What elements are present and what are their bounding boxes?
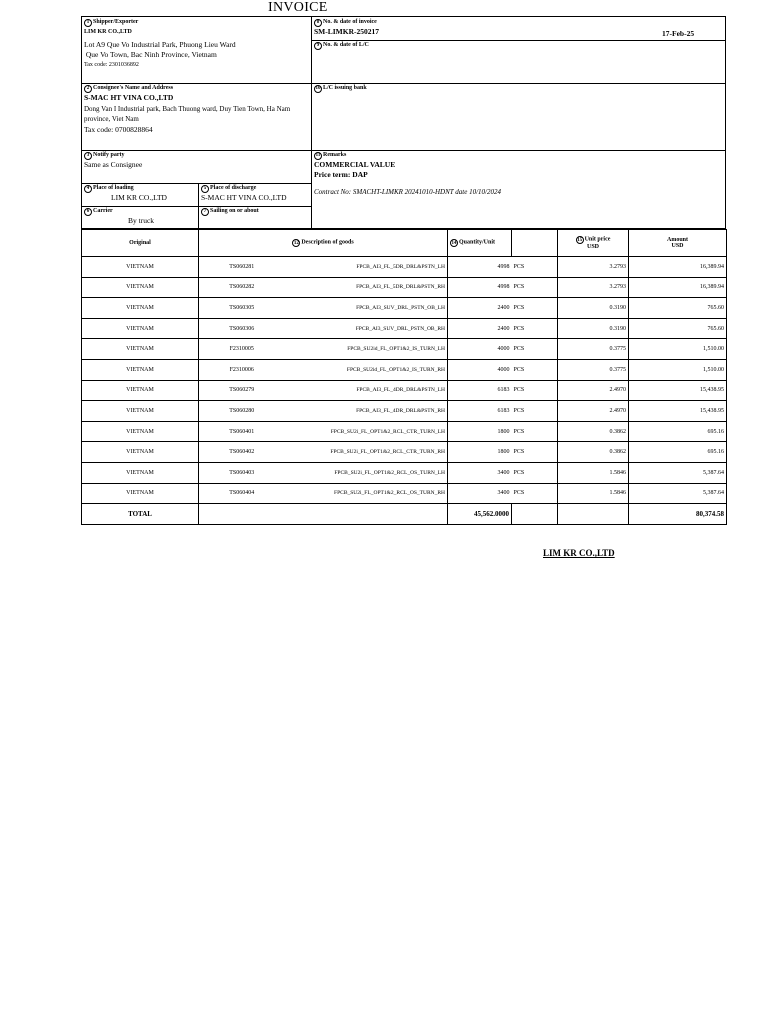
notify-party-value: Same as Consignee: [84, 160, 143, 169]
unit-price-cell: 1.5846: [558, 483, 629, 504]
item-code-cell: TS060280: [199, 401, 285, 422]
unit-price-cell: 0.3775: [558, 359, 629, 380]
description-cell: FPCB_SU2i_FL_OPT1&2_RCL_OS_TURN_RH: [285, 483, 448, 504]
description-cell: FPCB_AI3_FL_4DR_DRL&PSTN_LH: [285, 380, 448, 401]
field-number: 12: [293, 240, 299, 246]
field-number: 1: [84, 19, 92, 27]
description-cell: FPCB_AI3_FL_4DR_DRL&PSTN_RH: [285, 401, 448, 422]
unit-cell: PCS: [512, 318, 558, 339]
table-row: [82, 318, 727, 339]
unit-cell: PCS: [512, 401, 558, 422]
unit-cell: PCS: [512, 421, 558, 442]
table-row: [82, 339, 727, 360]
table-row: [82, 380, 727, 401]
total-row: [82, 504, 727, 525]
unit-cell: PCS: [512, 339, 558, 360]
field-number: 10: [315, 86, 321, 91]
field-number: 2: [84, 85, 92, 93]
total-unit: [512, 504, 558, 525]
document-title: INVOICE: [268, 0, 328, 15]
carrier-section: [82, 207, 198, 226]
amount-cell: 695.16: [629, 421, 727, 442]
origin-cell: VIETNAM: [82, 359, 199, 380]
column-header-unit-price: [558, 230, 629, 257]
table-row: [82, 483, 727, 504]
carrier-label: Carrier: [93, 208, 113, 214]
unit-price-cell: 0.3862: [558, 421, 629, 442]
quantity-cell: 2400: [448, 298, 512, 319]
remarks-line1: COMMERCIAL VALUE: [314, 160, 396, 169]
unit-price-cell: 2.4970: [558, 380, 629, 401]
remarks-label: Remarks: [323, 152, 347, 158]
unit-cell: PCS: [512, 298, 558, 319]
total-spacer: [199, 504, 448, 525]
description-cell: FPCB_SU2id_FL_OPT1&2_IS_TURN_RH: [285, 359, 448, 380]
item-code-cell: TS060305: [199, 298, 285, 319]
place-of-loading-value: LIM KR CO.,LTD: [111, 193, 167, 202]
invoice-header: [81, 16, 726, 229]
shipper-name: LIM KR CO.,LTD: [84, 29, 132, 35]
unit-cell: PCS: [512, 483, 558, 504]
item-code-cell: TS060281: [199, 257, 285, 278]
column-header-unit: [512, 230, 558, 257]
signature-company-name: LIM KR CO.,LTD: [543, 548, 615, 558]
quantity-cell: 4998: [448, 277, 512, 298]
unit-price-cell: 0.3862: [558, 442, 629, 463]
lc-number-label: No. & date of L/C: [323, 42, 369, 48]
table-row: [82, 257, 727, 278]
unit-cell: PCS: [512, 380, 558, 401]
notify-party-label: Notify party: [93, 152, 125, 158]
description-cell: FPCB_SU2i_FL_OPT1&2_RCL_CTR_TURN_LH: [285, 421, 448, 442]
shipper-address-line2: Que Vo Town, Bac Ninh Province, Vietnam: [84, 50, 217, 59]
unit-cell: PCS: [512, 442, 558, 463]
unit-cell: PCS: [512, 462, 558, 483]
unit-price-cell: 0.3775: [558, 339, 629, 360]
unit-price-cell: 1.5846: [558, 462, 629, 483]
column-header-label: Unit price: [584, 236, 611, 243]
field-number: 15: [577, 237, 583, 243]
shipper-address-line1: Lot A9 Que Vo Industrial Park, Phuong Lieu Ward: [84, 40, 236, 49]
item-code-cell: TS060404: [199, 483, 285, 504]
description-cell: FPCB_AI3_FL_5DR_DRL&PSTN_RH: [285, 277, 448, 298]
consignee-name: S-MAC HT VINA CO.,LTD: [84, 93, 174, 102]
lc-bank-label: L/C issuing bank: [323, 85, 367, 91]
quantity-cell: 4998: [448, 257, 512, 278]
consignee-address-line2: province, Viet Nam: [84, 115, 139, 123]
notify-party-section: [82, 151, 310, 170]
field-number: 11: [315, 153, 321, 158]
item-code-cell: TS060306: [199, 318, 285, 339]
item-code-cell: TS060401: [199, 421, 285, 442]
item-code-cell: TS060282: [199, 277, 285, 298]
origin-cell: VIETNAM: [82, 298, 199, 319]
item-code-cell: F2310006: [199, 359, 285, 380]
quantity-cell: 4000: [448, 339, 512, 360]
amount-cell: 765.60: [629, 298, 727, 319]
shipper-tax-code: Tax code: 2301036892: [84, 62, 139, 68]
consignee-address-line1: Dong Van I Industrial park, Bach Thuong ward, Duy Tien Town, Ha Nam: [84, 105, 291, 113]
origin-cell: VIETNAM: [82, 257, 199, 278]
quantity-cell: 2400: [448, 318, 512, 339]
amount-cell: 15,438.95: [629, 401, 727, 422]
quantity-cell: 4000: [448, 359, 512, 380]
unit-price-cell: 0.3190: [558, 318, 629, 339]
table-row: [82, 401, 727, 422]
total-quantity: 45,562.0000: [448, 504, 512, 525]
origin-cell: VIETNAM: [82, 339, 199, 360]
column-header-currency: USD: [671, 243, 684, 249]
item-code-cell: TS060279: [199, 380, 285, 401]
amount-cell: 765.60: [629, 318, 727, 339]
lc-number-section: [312, 41, 726, 50]
place-of-discharge-value: S-MAC HT VINA CO.,LTD: [201, 193, 287, 202]
column-header-label: Original: [129, 240, 151, 246]
total-price: [558, 504, 629, 525]
item-code-cell: F2310005: [199, 339, 285, 360]
field-number: 8: [314, 19, 322, 27]
invoice-date: 17-Feb-25: [662, 29, 695, 38]
place-of-loading-label: Place of loading: [93, 185, 134, 191]
description-cell: FPCB_SU2i_FL_OPT1&2_RCL_OS_TURN_LH: [285, 462, 448, 483]
column-header-description: [199, 230, 448, 257]
contract-number: Contract No: SMACHT-LIMKR 20241010-HDNT date 10/10/2024: [314, 188, 501, 196]
description-cell: FPCB_AI3_SUV_DRL_PSTN_OB_RH: [285, 318, 448, 339]
origin-cell: VIETNAM: [82, 442, 199, 463]
origin-cell: VIETNAM: [82, 462, 199, 483]
quantity-cell: 3400: [448, 483, 512, 504]
quantity-cell: 6183: [448, 401, 512, 422]
lc-bank-section: [312, 84, 726, 93]
column-header-label: Description of goods: [301, 239, 354, 246]
origin-cell: VIETNAM: [82, 483, 199, 504]
unit-price-cell: 3.2793: [558, 257, 629, 278]
column-header-currency: USD: [586, 244, 599, 250]
quantity-cell: 6183: [448, 380, 512, 401]
place-of-discharge-section: [199, 184, 311, 203]
field-number: 7: [201, 208, 209, 216]
field-number: 3: [84, 152, 92, 160]
goods-table: [81, 229, 727, 525]
consignee-section: [82, 84, 310, 135]
amount-cell: 5,387.64: [629, 462, 727, 483]
consignee-tax-code: Tax code: 0700828864: [84, 125, 153, 134]
amount-cell: 16,389.94: [629, 257, 727, 278]
column-header-original: [82, 230, 199, 257]
table-row: [82, 442, 727, 463]
column-header-label: Amount: [666, 237, 688, 243]
item-code-cell: TS060402: [199, 442, 285, 463]
table-row: [82, 421, 727, 442]
description-cell: FPCB_SU2id_FL_OPT1&2_IS_TURN_LH: [285, 339, 448, 360]
table-header-row: [82, 230, 727, 257]
origin-cell: VIETNAM: [82, 318, 199, 339]
origin-cell: VIETNAM: [82, 401, 199, 422]
amount-cell: 5,387.64: [629, 483, 727, 504]
description-cell: FPCB_AI3_SUV_DRL_PSTN_OB_LH: [285, 298, 448, 319]
amount-cell: 15,438.95: [629, 380, 727, 401]
amount-cell: 16,389.94: [629, 277, 727, 298]
quantity-cell: 3400: [448, 462, 512, 483]
sailing-label: Sailing on or about: [210, 208, 259, 214]
amount-cell: 1,510.00: [629, 339, 727, 360]
place-of-loading-section: [82, 184, 198, 203]
description-cell: FPCB_AI3_FL_5DR_DRL&PSTN_LH: [285, 257, 448, 278]
field-number: 9: [314, 42, 322, 50]
origin-cell: VIETNAM: [82, 380, 199, 401]
total-label: TOTAL: [82, 504, 199, 525]
invoice-number-label: No. & date of invoice: [323, 19, 377, 25]
origin-cell: VIETNAM: [82, 277, 199, 298]
origin-cell: VIETNAM: [82, 421, 199, 442]
item-code-cell: TS060403: [199, 462, 285, 483]
carrier-value: By truck: [128, 216, 155, 225]
column-header-amount: [629, 230, 727, 257]
remarks-section: [312, 151, 726, 197]
quantity-cell: 1800: [448, 421, 512, 442]
consignee-label: Consignee's Name and Address: [93, 85, 174, 91]
unit-cell: PCS: [512, 277, 558, 298]
unit-price-cell: 0.3190: [558, 298, 629, 319]
quantity-cell: 1800: [448, 442, 512, 463]
table-row: [82, 462, 727, 483]
remarks-line2: Price term: DAP: [314, 170, 368, 179]
unit-cell: PCS: [512, 257, 558, 278]
description-cell: FPCB_SU2i_FL_OPT1&2_RCL_CTR_TURN_RH: [285, 442, 448, 463]
table-row: [82, 277, 727, 298]
field-number: 6: [84, 208, 92, 216]
column-header-label: Quantity/Unit: [459, 239, 496, 246]
field-number: 4: [84, 185, 92, 193]
table-row: [82, 298, 727, 319]
shipper-section: [82, 18, 310, 70]
sailing-section: [199, 207, 311, 216]
place-of-discharge-label: Place of discharge: [210, 185, 257, 191]
unit-price-cell: 3.2793: [558, 277, 629, 298]
total-amount: 80,374.58: [629, 504, 727, 525]
column-header-quantity: [448, 230, 512, 257]
amount-cell: 695.16: [629, 442, 727, 463]
unit-cell: PCS: [512, 359, 558, 380]
invoice-number: SM-LIMKR-250217: [314, 27, 379, 36]
field-number: 14: [451, 240, 457, 246]
field-number: 5: [201, 185, 209, 193]
unit-price-cell: 2.4970: [558, 401, 629, 422]
amount-cell: 1,510.00: [629, 359, 727, 380]
shipper-label: Shipper/Exporter: [93, 19, 139, 25]
table-row: [82, 359, 727, 380]
